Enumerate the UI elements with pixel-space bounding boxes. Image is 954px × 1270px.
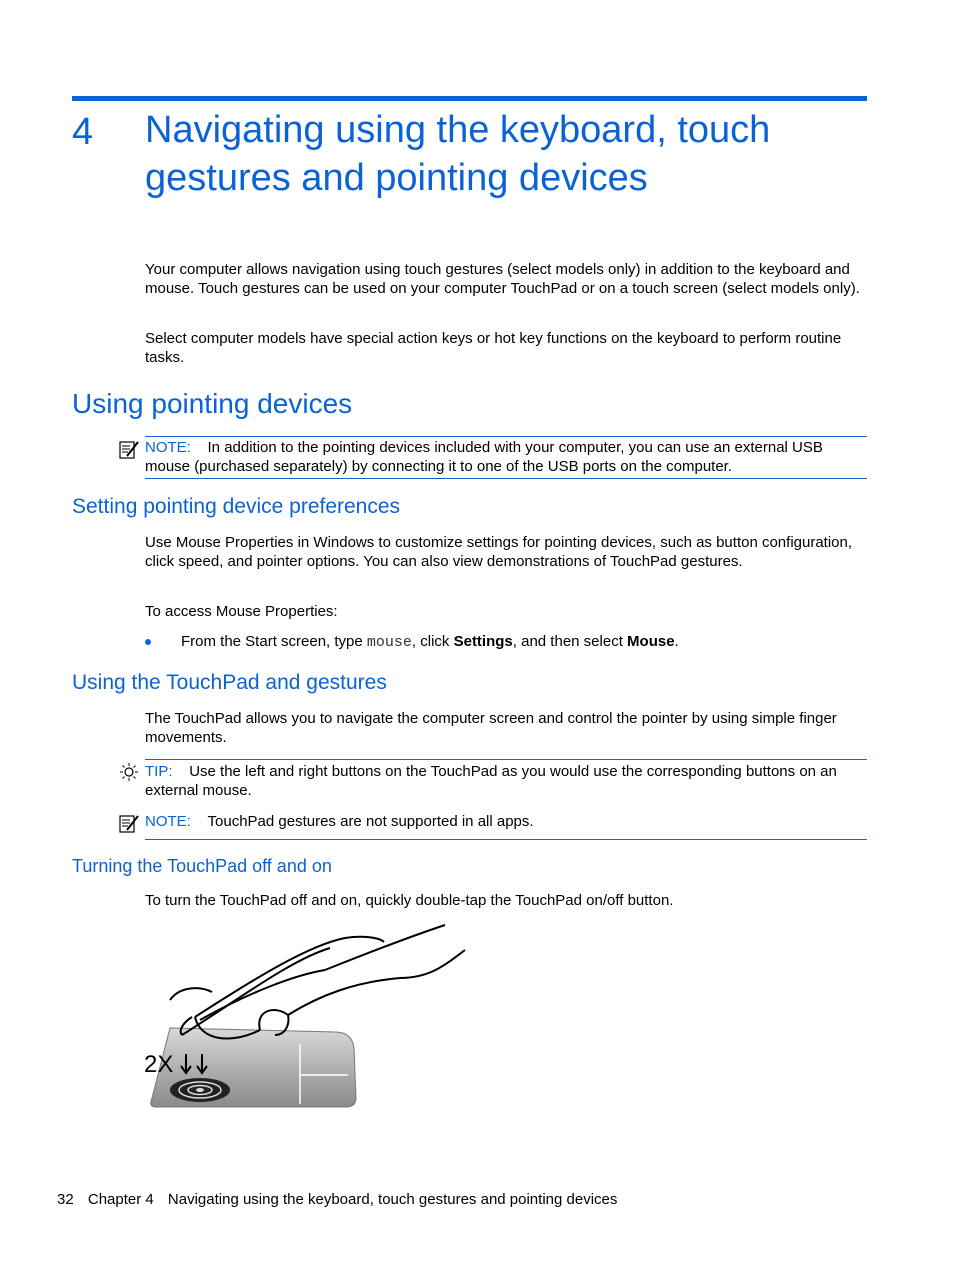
bullet-item-access-mouse [181, 632, 867, 652]
note-pencil-icon [118, 439, 140, 461]
footer-page-number: 32 [57, 1191, 74, 1208]
preferences-paragraph-1: Use Mouse Properties in Windows to customize settings for pointing devices, such as button configuration, click speed, and pointer options. You can also view demonstrations of TouchPad gestures. [145, 534, 853, 570]
chapter-top-rule [72, 96, 867, 101]
note-text: In addition to the pointing devices included with your computer, you can use an external USB mouse (purchased separately) by connecting it to one of the USB ports on the computer. [145, 439, 823, 475]
touchpad-double-tap-illustration [140, 920, 470, 1110]
bullet-text-post: . [674, 633, 679, 650]
bullet-text-pre: From the Start screen, type [181, 633, 367, 650]
footer-chapter-label: Chapter 4 [87, 1191, 154, 1208]
page-footer [57, 1191, 627, 1208]
intro-paragraph-1: Your computer allows navigation using touch gestures (select models only) in addition to the keyboard and mouse. Touch gestures can be used on your computer TouchPad or on a touch screen (select models only). [145, 261, 860, 297]
preferences-paragraph-2: To access Mouse Properties: [145, 603, 338, 620]
section-heading-using-pointing-devices: Using pointing devices [72, 388, 353, 419]
note-pencil-icon [118, 813, 140, 835]
bullet-code-mouse: mouse [366, 634, 412, 651]
section-heading-touchpad-gestures: Using the TouchPad and gestures [72, 671, 387, 694]
lightbulb-sun-icon [119, 762, 139, 782]
chapter-number: 4 [72, 111, 94, 153]
bullet-text-mid2: , and then select [512, 633, 628, 650]
note-bottom-rule [145, 839, 867, 840]
touchpad-off-on-paragraph: To turn the TouchPad off and on, quickly double-tap the TouchPad on/off button. [145, 892, 674, 909]
touchpad-paragraph-1: The TouchPad allows you to navigate the computer screen and control the pointer by using simple finger movements. [145, 710, 837, 746]
tip-top-rule [145, 759, 867, 760]
note-label: NOTE: [145, 813, 191, 830]
note-text: TouchPad gestures are not supported in all apps. [207, 813, 534, 830]
tip-text: Use the left and right buttons on the TouchPad as you would use the corresponding buttons on an external mouse. [145, 763, 837, 799]
bullet-bold-mouse: Mouse [627, 633, 675, 650]
note-top-rule [145, 436, 867, 437]
bullet-text-mid1: , click [411, 633, 454, 650]
footer-chapter-title: Navigating using the keyboard, touch gestures and pointing devices [167, 1191, 618, 1208]
note-pointing-devices [145, 438, 867, 476]
note-touchpad-gestures [145, 812, 867, 831]
bullet-bold-settings: Settings [453, 633, 513, 650]
bullet-dot [145, 639, 151, 645]
section-heading-setting-preferences: Setting pointing device preferences [72, 495, 401, 518]
tip-touchpad-buttons [145, 762, 867, 800]
intro-paragraph-2: Select computer models have special action keys or hot key functions on the keyboard to perform routine tasks. [145, 330, 842, 366]
note-bottom-rule [145, 478, 867, 479]
chapter-title: Navigating using the keyboard, touch gestures and pointing devices [145, 109, 771, 199]
note-label: NOTE: [145, 439, 191, 456]
tip-label: TIP: [145, 763, 173, 780]
double-tap-label: 2X [144, 1051, 174, 1078]
section-heading-touchpad-off-on: Turning the TouchPad off and on [72, 856, 332, 876]
